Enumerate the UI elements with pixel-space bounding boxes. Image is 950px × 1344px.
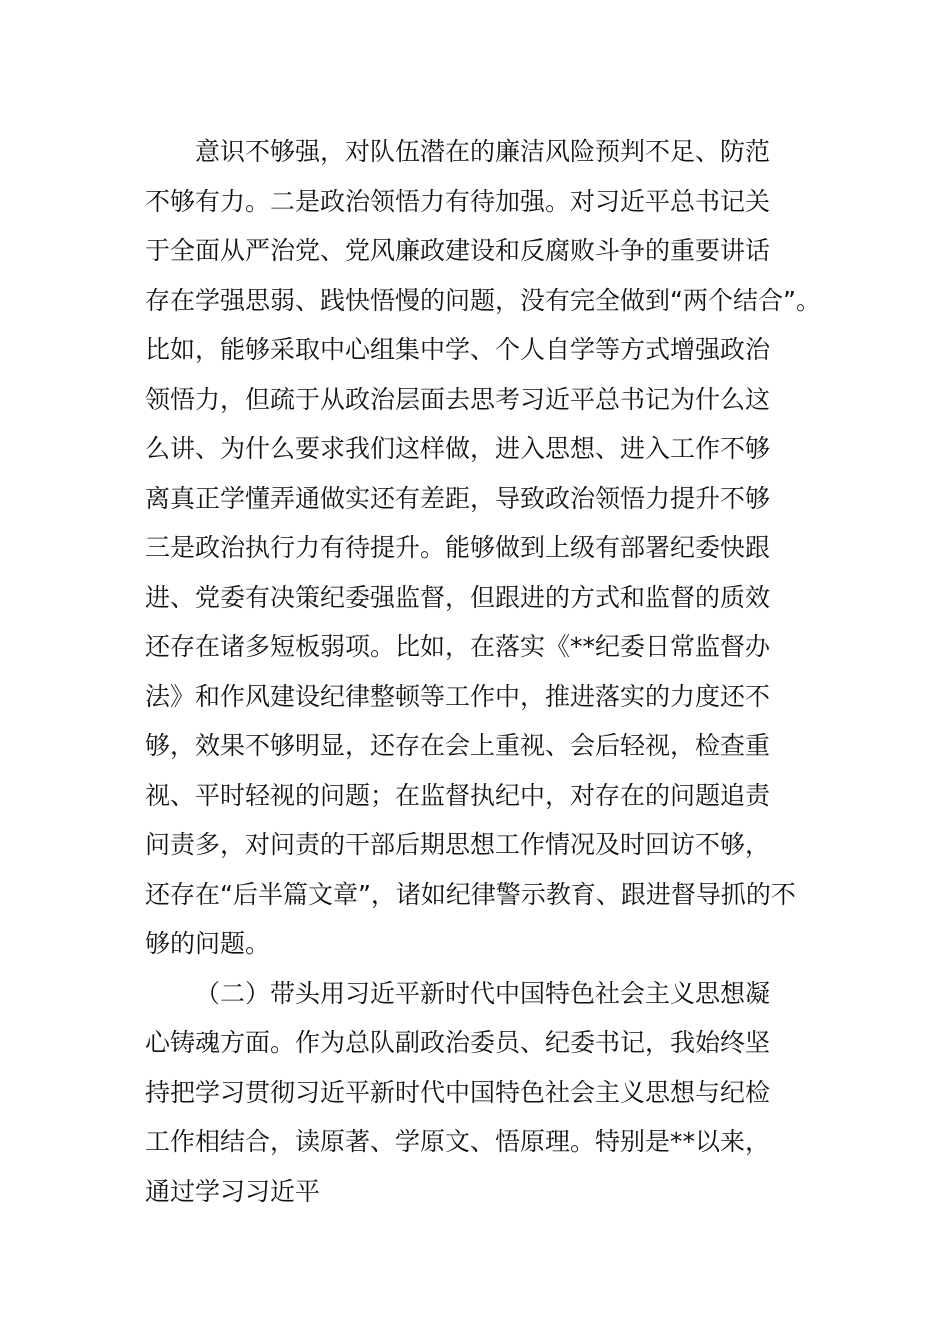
text-line: 工作相结合，读原著、学原文、悟原理。特别是**以来， [145, 1127, 771, 1156]
text-line: 持把学习贯彻习近平新时代中国特色社会主义思想与纪检 [145, 1077, 771, 1107]
text-line: 比如，能够采取中心组集中学、个人自学等方式增强政治 [145, 335, 771, 364]
body-text [145, 127, 821, 1216]
text-line: 够的问题。 [145, 929, 271, 958]
text-line: 么讲、为什么要求我们这样做，进入思想、进入工作不够 [145, 434, 771, 463]
text-line: 够，效果不够明显，还存在会上重视、会后轻视，检查重 [145, 731, 771, 760]
text-line: 离真正学懂弄通做实还有差距，导致政治领悟力提升不够 [145, 483, 771, 513]
text-line: 意识不够强，对队伍潜在的廉洁风险预判不足、防范 [195, 137, 771, 166]
text-line: 还存在“后半篇文章”，诸如纪律警示教育、跟进督导抓的不 [145, 879, 796, 909]
text-line: 心铸魂方面。作为总队副政治委员、纪委书记，我始终坚 [145, 1028, 771, 1057]
text-line: 领悟力，但疏于从政治层面去思考习近平总书记为什么这 [145, 384, 771, 414]
section-heading-line: （二）带头用习近平新时代中国特色社会主义思想凝 [195, 978, 771, 1008]
text-line: 还存在诸多短板弱项。比如，在落实《**纪委日常监督办 [145, 632, 771, 661]
text-line: 问责多，对问责的干部后期思想工作情况及时回访不够， [145, 830, 771, 859]
text-line: 视、平时轻视的问题；在监督执纪中，对存在的问题追责 [145, 780, 771, 810]
text-line: 三是政治执行力有待提升。能够做到上级有部署纪委快跟 [145, 533, 771, 562]
text-line: 法》和作风建设纪律整顿等工作中，推进落实的力度还不 [145, 681, 771, 711]
text-line: 不够有力。二是政治领悟力有待加强。对习近平总书记关 [145, 186, 771, 216]
text-line: 进、党委有决策纪委强监督，但跟进的方式和监督的质效 [145, 582, 771, 612]
text-line: 于全面从严治党、党风廉政建设和反腐败斗争的重要讲话 [145, 236, 771, 265]
text-line: 通过学习习近平 [145, 1176, 321, 1206]
text-line: 存在学强思弱、践快悟慢的问题，没有完全做到“两个结合”。 [145, 285, 821, 315]
